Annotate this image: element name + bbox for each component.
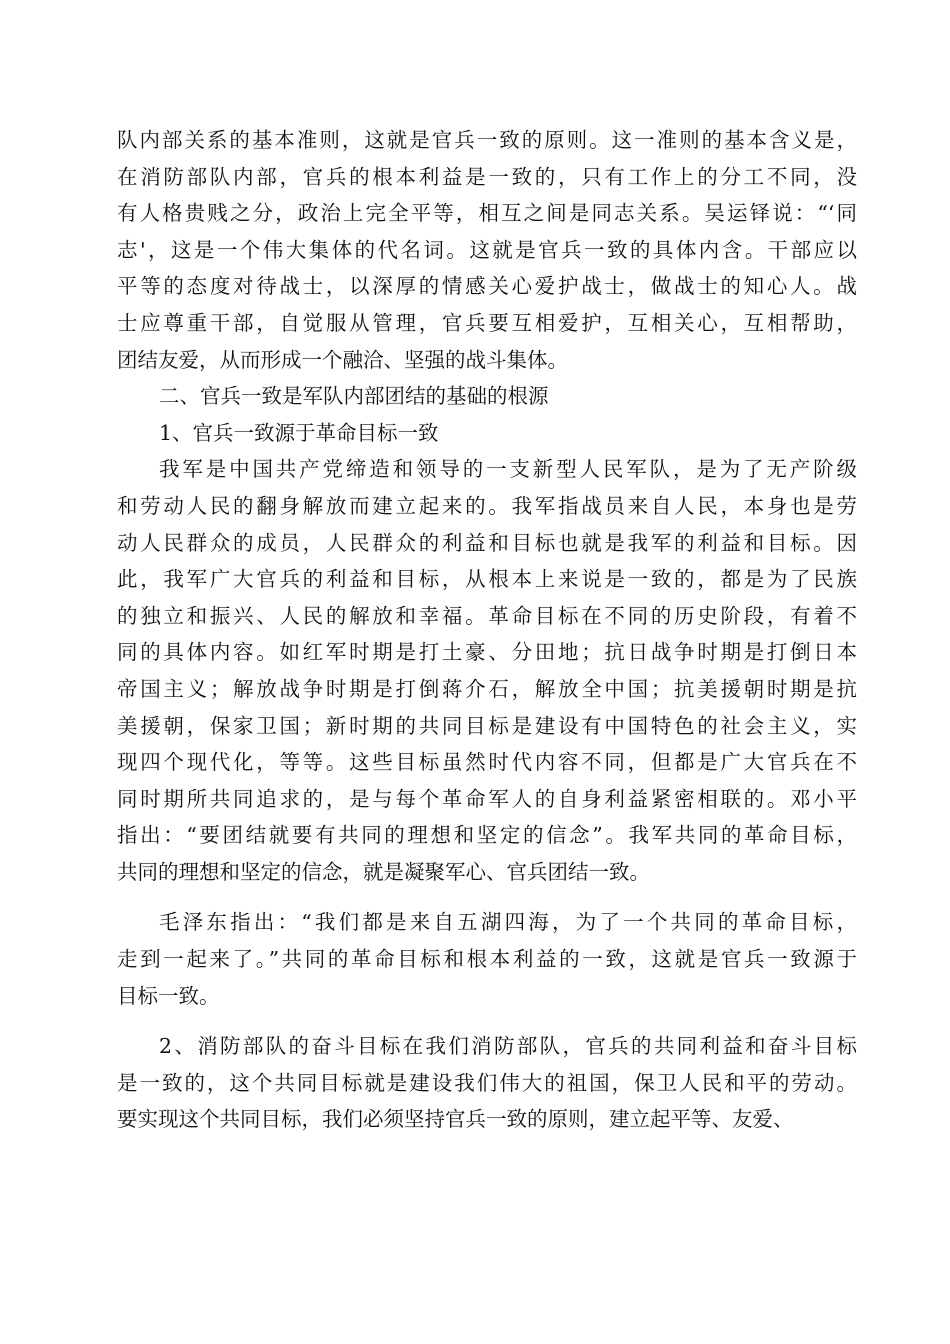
text-line: 同的具体内容。如红军时期是打土豪、分田地；抗日战争时期是打倒日本 [117,640,857,665]
text-line: 要实现这个共同目标，我们必须坚持官兵一致的原则，建立起平等、友爱、 [117,1107,794,1132]
section-heading [117,378,857,415]
text-line: 毛泽东指出：“我们都是来自五湖四海，为了一个共同的革命目标， [159,910,857,935]
text-line: 共同的理想和坚定的信念，就是凝聚军心、官兵团结一致。 [117,859,650,884]
text-line: 有人格贵贱之分，政治上完全平等，相互之间是同志关系。吴运铎说：“‘同 [117,201,857,226]
text-line: 1、官兵一致源于革命目标一致 [159,420,439,445]
text-line: 二、官兵一致是军队内部团结的基础的根源 [159,384,549,409]
text-line: 美援朝，保家卫国；新时期的共同目标是建设有中国特色的社会主义，实 [117,713,857,738]
paragraph [117,451,857,890]
text-line: 帝国主义；解放战争时期是打倒蒋介石，解放全中国；抗美援朝时期是抗 [117,676,857,701]
text-line: 指出：“要团结就要有共同的理想和坚定的信念”。我军共同的革命目标， [117,823,857,848]
paragraph [117,122,857,378]
text-line: 同时期所共同追求的，是与每个革命军人的自身利益紧密相联的。邓小平 [117,786,857,811]
paragraph [117,1028,857,1138]
text-line: 2、消防部队的奋斗目标在我们消防部队，官兵的共同利益和奋斗目标 [159,1034,857,1059]
text-line: 志'，这是一个伟大集体的代名词。这就是官兵一致的具体内含。干部应以 [117,237,857,262]
section-heading [117,415,857,452]
text-line: 在消防部队内部，官兵的根本利益是一致的，只有工作上的分工不同，没 [117,164,857,189]
text-line: 动人民群众的成员，人民群众的利益和目标也就是我军的利益和目标。因 [117,530,857,555]
text-line: 现四个现代化，等等。这些目标虽然时代内容不同，但都是广大官兵在不 [117,750,857,775]
text-line: 是一致的，这个共同目标就是建设我们伟大的祖国，保卫人民和平的劳动。 [117,1070,857,1095]
text-line: 队内部关系的基本准则，这就是官兵一致的原则。这一准则的基本含义是， [117,128,857,152]
text-line: 我军是中国共产党缔造和领导的一支新型人民军队，是为了无产阶级 [159,457,857,482]
text-line: 的独立和振兴、人民的解放和幸福。革命目标在不同的历史阶段，有着不 [117,603,857,628]
text-line: 士应尊重干部，自觉服从管理，官兵要互相爱护，互相关心，互相帮助， [117,310,857,335]
document-body [117,122,857,1138]
text-line: 团结友爱，从而形成一个融洽、坚强的战斗集体。 [117,347,568,372]
text-line: 目标一致。 [117,983,220,1008]
text-line: 此，我军广大官兵的利益和目标，从根本上来说是一致的，都是为了民族 [117,567,857,592]
text-line: 和劳动人民的翻身解放而建立起来的。我军指战员来自人民，本身也是劳 [117,493,857,518]
text-line: 走到一起来了。”共同的革命目标和根本利益的一致，这就是官兵一致源于 [117,947,857,972]
text-line: 平等的态度对待战士，以深厚的情感关心爱护战士，做战士的知心人。战 [117,274,857,299]
paragraph [117,904,857,1014]
